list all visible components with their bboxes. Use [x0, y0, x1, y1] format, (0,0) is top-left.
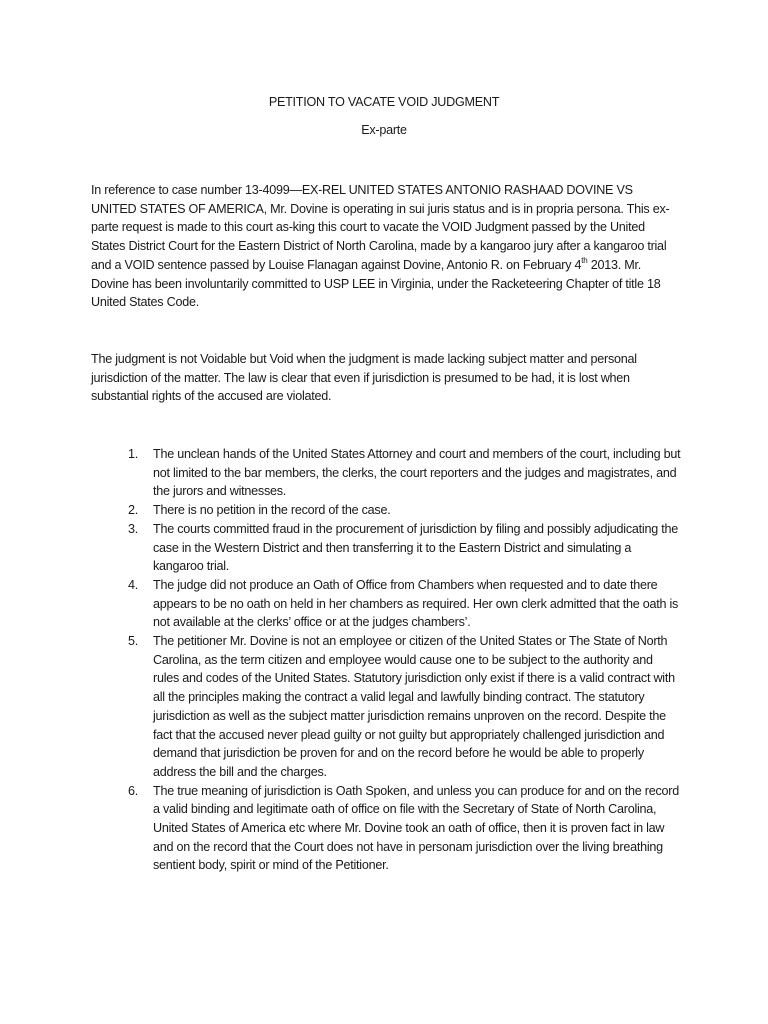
- list-item-text: The true meaning of jurisdiction is Oath Spoken, and unless you can produce for and on the record a valid binding and legitimate oath of office on file with the Secretary of State of North Carolina, United States of America etc where Mr. Dovine took an oath of office, then it is proven fact in law and on the record that the Court does not have in personam jurisdiction over the living breathing sentient body, spirit or mind of the Petitioner.: [153, 783, 680, 873]
- list-item-number: 4.: [128, 577, 139, 592]
- judgment-paragraph: The judgment is not Voidable but Void when the judgment is made lacking subject matter and personal jurisdiction of the matter. The law is clear that even if jurisdiction is presumed to be had, it is lost when substantial rights of the accused are violated.: [91, 352, 637, 404]
- reference-paragraph-text: In reference to case number 13-4099—EX-REL UNITED STATES ANTONIO RASHAAD DOVINE VS UNITED STATES OF AMERICA, Mr. Dovine is operating in sui juris status and is in propria persona. This ex-parte request is made to this court as-king this court to vacate the VOID Judgment passed by the United States District Court for the Eastern District of North Carolina, made by a kangaroo jury after a kangaroo trial and a VOID sentence passed by Louise Flanagan against Dovine, Antonio R. on February 4: [91, 183, 670, 272]
- list-item-number: 6.: [128, 783, 139, 798]
- list-item: [91, 576, 681, 632]
- list-item-number: 2.: [128, 503, 139, 518]
- reference-paragraph-text-end: 2013. Mr. Dovine has been involuntarily committed to USP LEE in Virginia, under the Racketeering Chapter of title 18 United States Code.: [91, 257, 661, 310]
- list-item: [91, 782, 681, 876]
- list-item: [91, 445, 681, 501]
- list-item-text: The petitioner Mr. Dovine is not an employee or citizen of the United States or The State of North Carolina, as the term citizen and employee would cause one to be subject to the authority and rules and codes of the United States. Statutory jurisdiction only exist if there is a valid contract with all the principles making the contract a valid legal and lawfully binding contract. The statutory jurisdiction as well as the subject matter jurisdiction remains unproven on the record. Despite the fact that the accused never plead guilty or not guilty but appropriately challenged jurisdiction and demand that jurisdiction be proven for and on the record before he would be able to properly address the bill and the charges.: [153, 634, 675, 779]
- list-item-text: The unclean hands of the United States Attorney and court and members of the court, including but not limited to the bar members, the clerks, the court reporters and the judges and magistrates, and the jurors and witnesses.: [153, 447, 681, 499]
- list-item: [91, 501, 681, 520]
- list-item-text: The judge did not produce an Oath of Office from Chambers when requested and to date there appears to be no oath on held in her chambers as required. Her own clerk admitted that the oath is not available at the clerks’ office or at the judges chambers’.: [153, 577, 679, 630]
- document-title: PETITION TO VACATE VOID JUDGMENT: [268, 95, 500, 109]
- list-item: [91, 632, 681, 782]
- document-subtitle: Ex-parte: [361, 123, 407, 137]
- list-item-text: There is no petition in the record of the case.: [153, 503, 391, 518]
- list-item-number: 5.: [128, 634, 139, 649]
- reference-paragraph: [91, 181, 681, 312]
- list-item-text: The courts committed fraud in the procurement of jurisdiction by filing and possibly adjudicating the case in the Western District and then transferring it to the Eastern District and simulating a kangaroo trial.: [153, 521, 678, 574]
- grounds-list: [91, 445, 681, 875]
- ordinal-suffix: th: [581, 255, 588, 265]
- list-item: [91, 520, 681, 576]
- list-item-number: 1.: [128, 447, 139, 461]
- list-item-number: 3.: [128, 521, 139, 536]
